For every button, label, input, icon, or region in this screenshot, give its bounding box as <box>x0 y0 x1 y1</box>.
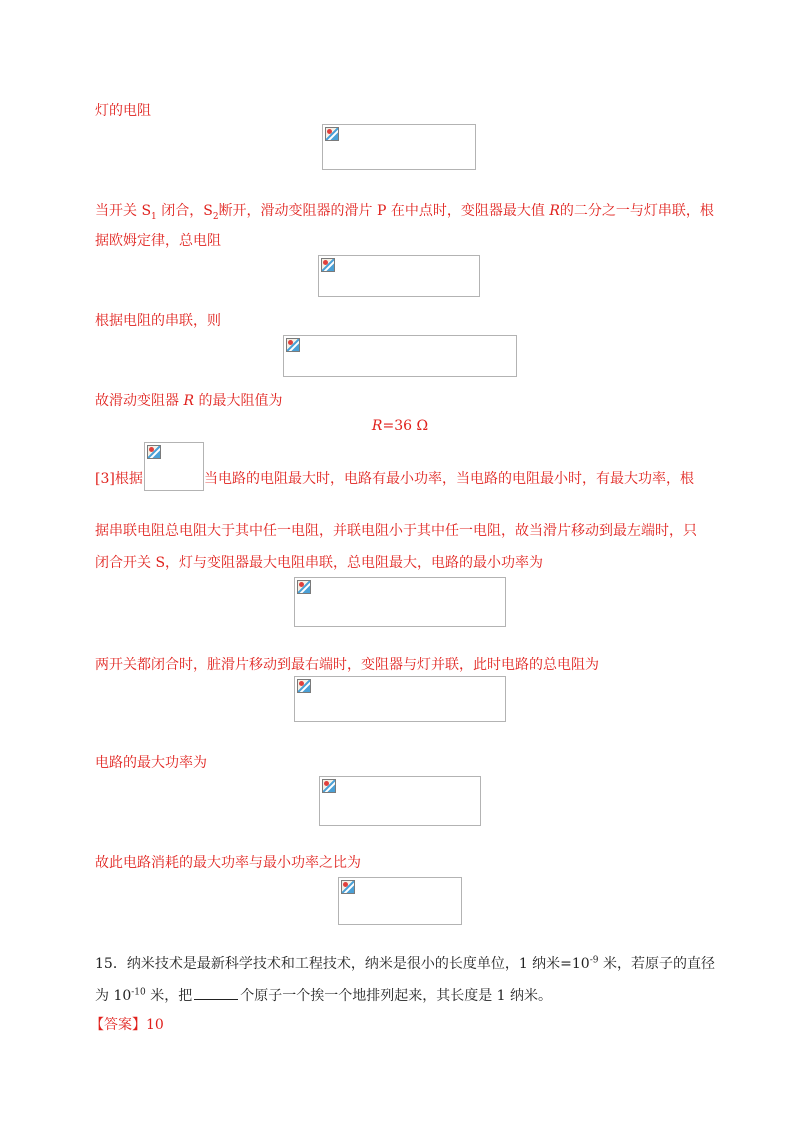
solution-text-max-power: 电路的最大功率为 <box>95 755 207 771</box>
solution-text-switch-s1: 当开关 $S_1$ 闭合，$S_2$断开，滑动变阻器的滑片 P 在中点时，变阻器最大值 R的二分之一与灯串联，根 <box>95 203 714 222</box>
answer-value: 10 <box>146 1017 164 1033</box>
solution-text-series-parallel: 据串联电阻总电阻大于其中任一电阻，并联电阻小于其中任一电阻，故当滑片移动到最左端时，只 <box>95 523 697 539</box>
answer-line <box>90 1014 164 1034</box>
question-15-line1: 15．纳米技术是最新科学技术和工程技术，纳米是很小的长度单位，1 纳米$=10^{-9}$ 米，若原子的直径 <box>95 955 715 972</box>
solution-text-max-resistance: 故滑动变阻器 R 的最大阻值为 <box>95 393 283 409</box>
broken-image-icon <box>297 580 311 594</box>
equation-r-value: R=36 Ω <box>371 418 429 434</box>
broken-image-icon <box>297 679 311 693</box>
solution-text-step3-label: [3]根据 <box>95 471 143 487</box>
formula-image <box>294 577 506 627</box>
solution-text-ohms-law: 据欧姆定律，总电阻 <box>95 233 221 249</box>
formula-image <box>318 255 480 297</box>
solution-text-series: 根据电阻的串联，则 <box>95 313 221 329</box>
formula-image <box>322 124 476 170</box>
broken-image-icon <box>341 880 355 894</box>
formula-image <box>294 676 506 722</box>
solution-text-step3: 当电路的电阻最大时，电路有最小功率，当电路的电阻最小时，有最大功率，根 <box>204 471 694 487</box>
broken-image-icon <box>147 445 161 459</box>
formula-image <box>338 877 462 925</box>
question-15-line2: 为 $10^{-10}$ 米，把 个原子一个挨一个地排列起来，其长度是 1 纳米。 <box>95 987 553 1004</box>
solution-text-power-ratio: 故此电路消耗的最大功率与最小功率之比为 <box>95 855 361 871</box>
formula-image <box>319 776 481 826</box>
solution-text-lamp-resistance: 灯的电阻 <box>95 103 151 119</box>
answer-blank <box>194 999 238 1000</box>
broken-image-icon <box>321 258 335 272</box>
broken-image-icon <box>286 338 300 352</box>
broken-image-icon <box>322 779 336 793</box>
answer-label: 【答案】 <box>90 1017 146 1033</box>
broken-image-icon <box>325 127 339 141</box>
formula-image <box>144 442 204 491</box>
solution-text-parallel: 两开关都闭合时，脏滑片移动到最右端时，变阻器与灯并联，此时电路的总电阻为 <box>95 657 599 673</box>
solution-text-min-power: 闭合开关 S，灯与变阻器最大电阻串联，总电阻最大，电路的最小功率为 <box>95 555 544 571</box>
formula-image <box>283 335 517 377</box>
